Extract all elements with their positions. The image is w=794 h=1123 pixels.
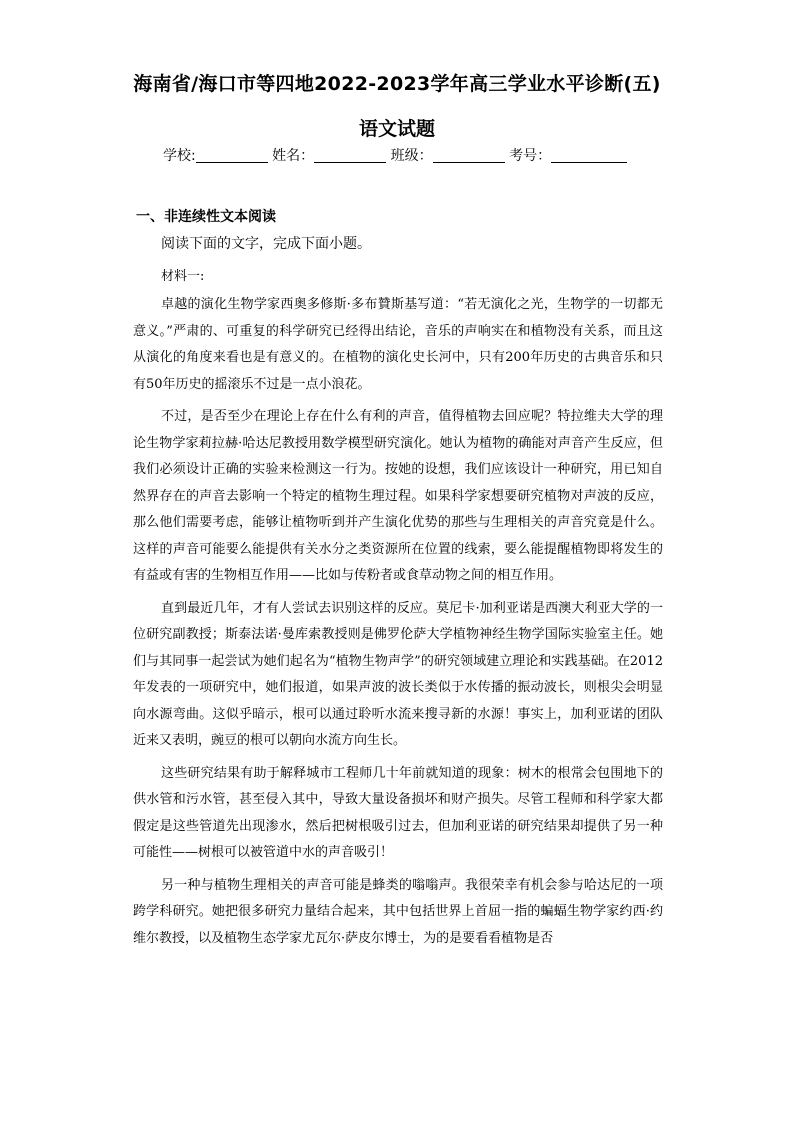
paragraph: 另一种与植物生理相关的声音可能是蜂类的嗡嗡声。我很荣幸有机会参与哈达尼的一项跨学科研究。她把很多研究力量结合起来，其中包括世界上首屈一指的蝙蝠生物学家约西·约维尔教授，以及植物生态学家尤瓦尔·萨皮尔博士，为的是要看看植物是否 xyxy=(133,877,663,946)
section-instruction: 阅读下面的文字，完成下面小题。 xyxy=(161,236,371,252)
paragraph: 直到最近几年，才有人尝试去识别这样的反应。莫尼卡·加利亚诺是西澳大利亚大学的一位研究副教授；斯泰法诺·曼库索教授则是佛罗伦萨大学植物神经生物学国际实验室主任。她们与其同事一起尝试为她们起名为“植物生物声学”的研究领域建立理论和实践基础。在2012年发表的一项研究中，她们报道，如果声波的波长类似于水传播的振动波长，则根尖会明显向水源弯曲。这似乎暗示，根可以通过聆听水流来搜寻新的水源！事实上，加利亚诺的团队近来又表明，豌豆的根可以朝向水流方向生长。 xyxy=(133,600,663,748)
section-heading: 一、非连续性文本阅读 xyxy=(136,209,276,225)
school-label: 学校: xyxy=(163,148,196,164)
material-label: 材料一: xyxy=(161,269,205,284)
class-blank xyxy=(433,148,505,163)
name-blank xyxy=(314,148,386,163)
paragraph: 不过，是否至少在理论上存在什么有利的声音，值得植物去回应呢？特拉维夫大学的理论生物学家莉拉赫·哈达尼教授用数学模型研究演化。她认为植物的确能对声音产生反应，但我们必须设计正确的实验来检测这一行为。按她的设想，我们应该设计一种研究，用已知自然界存在的声音去影响一个特定的植物生理过程。如果科学家想要研究植物对声波的反应，那么他们需要考虑，能够让植物听到并产生演化优势的那些与生理相关的声音究竟是什么。这样的声音可能要么能提供有关水分之类资源所在位置的线索，要么能提醒植物即将发生的有益或有害的生物相互作用——比如与传粉者或食草动物之间的相互作用。 xyxy=(133,409,663,583)
student-info-row xyxy=(163,145,627,165)
exam-number-label: 考号： xyxy=(509,148,552,164)
exam-number-blank xyxy=(551,148,627,163)
paragraph: 这些研究结果有助于解释城市工程师几十年前就知道的现象：树木的根常会包围地下的供水管和污水管，甚至侵入其中，导致大量设备损坏和财产损失。尽管工程师和科学家大都假定是这些管道先出现渗水，然后把树根吸引过去，但加利亚诺的研究结果却提供了另一种可能性——树根可以被管道中水的声音吸引！ xyxy=(133,765,663,860)
exam-subtitle: 语文试题 xyxy=(358,118,435,140)
reading-passage xyxy=(133,292,663,958)
paragraph: 卓越的演化生物学家西奥多修斯·多布贊斯基写道：“若无演化之光，生物学的一切都无意义。”严肃的、可重复的科学研究已经得出结论，音乐的声响实在和植物没有关系，而且这从演化的角度来看也是有意义的。在植物的演化史长河中，只有200年历史的古典音乐和只有50年历史的摇滚乐不过是一点小浪花。 xyxy=(133,297,663,392)
exam-title: 海南省/海口市等四地2022-2023学年高三学业水平诊断(五) xyxy=(133,73,661,95)
school-blank xyxy=(196,148,268,163)
name-label: 姓名： xyxy=(272,148,315,164)
class-label: 班级： xyxy=(390,148,433,164)
